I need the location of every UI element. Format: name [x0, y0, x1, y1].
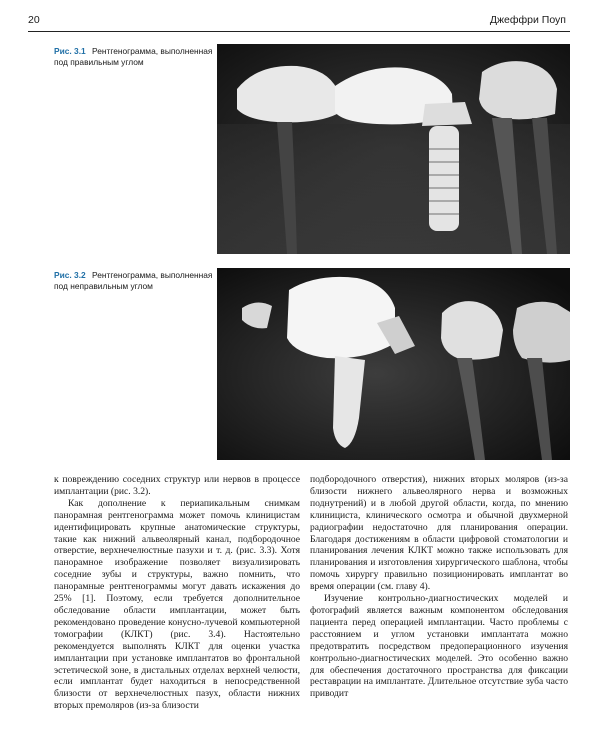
paragraph-cbct-continuation: подбородочного отверстия), нижних вторых моляров (из-за близости нижнего альвеолярного нерва и возможных поднутрений) и в любой другой области, когда, по мнению клинициста, клинического осмотра и обычной двухмерной радиографии недостаточно для планирования операции. Благодаря достижениям в области цифровой стоматологии и планирования лечения КЛКТ можно также использовать для планирования и изготовления хирургического шаблона, чтобы помочь хирургу правильно позиционировать имплантат во время операции (см. главу 4).: [310, 474, 568, 593]
paragraph-panoramic: Как дополнение к периапикальным снимкам панорамная рентгенограмма может помочь клиницистам идентифицировать крупные анатомические структуры, такие как нижний альвеолярный канал, подбородочное отверстие, верхнечелюстные пазухи и т. д. (рис. 3.3). Хотя панорамное изображение позволяет визуализировать соседние зубы и структуры, важно помнить, что панорамные рентгенограммы могут давать искажения до 25% [1]. Поэтому, если требуется дополнительное обследование области имплантации, может быть рекомендовано проведение конусно-лучевой компьютерной томографии (КЛКТ) (рис. 3.4). Настоятельно рекомендуется выполнять КЛКТ для оценки участка имплантации при установке имплантатов во фронтальной эстетической зоне, в дистальных отделах верхней челюсти, если имплантат будет находиться в непосредственной близости от верхнечелюстных пазух, области нижних вторых премоляров (из-за близости: [54, 497, 300, 712]
figure-3-2-caption: [54, 270, 214, 292]
page-number: 20: [28, 14, 40, 26]
figure-3-2-radiograph: [217, 268, 570, 460]
figure-3-1-radiograph: [217, 44, 570, 254]
paragraph-continuation: к повреждению соседних структур или нервов в процессе имплантации (рис. 3.2).: [54, 474, 300, 497]
figure-3-2-label: Рис. 3.2: [54, 270, 86, 280]
figure-3-1-label: Рис. 3.1: [54, 46, 86, 56]
header-rule: [28, 31, 570, 32]
figure-3-1-caption-text: Рентгенограмма, выполненная под правильным углом: [54, 46, 213, 67]
figure-3-1-caption: [54, 46, 214, 68]
body-right-column: [310, 474, 568, 700]
body-left-column: [54, 474, 300, 712]
paragraph-models: Изучение контрольно-диагностических моделей и фотографий является важным компонентом обследования пациента перед операцией имплантации. Часто проблемы с расстоянием и углом установки имплантата можно предотвратить посредством предоперационного изучения контрольно-диагностических моделей. Это особенно важно для обеспечения достаточного пространства для фиксации реставрации на имплантате. Длительное отсутствие зуба часто приводит: [310, 593, 568, 700]
figure-3-2-caption-text: Рентгенограмма, выполненная под неправильным углом: [54, 270, 213, 291]
running-head: Джеффри Поуп: [489, 14, 566, 26]
